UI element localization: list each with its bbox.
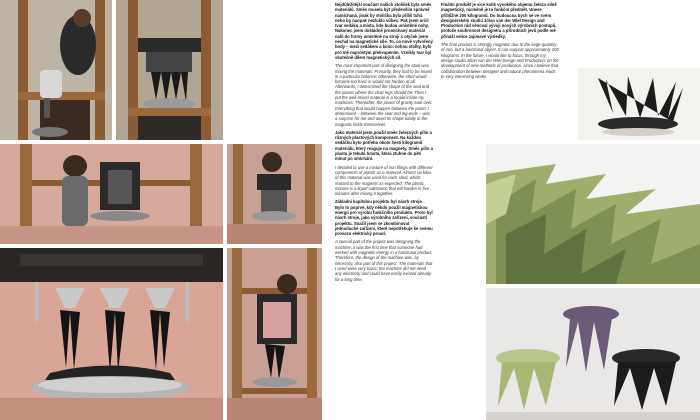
column-1-czech-paragraph-1: Nejdůležitější součást našich stoliček byla směs materiálů. Směs musela být především správně namíchaná, jinak by stolička byla příliš tuhá nebo by naopak nezluklo vůbec. Pak jsem určil tvar sedáku a místa, kde budou umístěné nohy. Nakonec jsem dokládně promíchaný materiál nalil do formy umístěné na stroji s otyček jsem nechal na magnetické síle. To, co nově vytvořený body – mezi sedákem a konci nohou stolky, bylo pro mě naprostým překvapením. Vznikly tvar byl skutečně dílem magnetických sil. [335,2,433,60]
photo-machine-front-image [116,0,223,140]
column-1-english-paragraph-1: The most important part of designing the stool was mixing the materials. Primarily, they had to be mixed in a particular balance; otherwise, the stool would become too hard or would not harden at all. Afterwards, I determined the shape of the seat and the places where the chair legs should be. Then I put the well-mixed material in a mould inside my machines. Thereafter, the power of gravity took over. Everything that would happen between the points I determined – between the seat and leg-ends – was a surprise for me and owed its shape totally to the magnetic fields themselves. [335,63,433,127]
photo-stool-green-closeup-image [486,144,700,284]
column-2-czech-paragraph: Finální produkt je sice kolik vysokého objemu železa silně magnetický, nicméně je to funkční předmět. Unese přibližně 200 kilogramů. Do budoucna bych se ve svém designérském studiu Jólan van der Wiel Design and Production rád věnoval vývoji nových výrobních postupů, protože souhrnnost designéra a přírodních jevů podle mě přináší velice zajímavé výsledky. [441,2,557,39]
photo-pouring-mixture [0,0,112,140]
column-1-czech-paragraph-2: Jako materiál jsem použil směs železných pilin a různých plastových komponent. Na každou sedáčku bylo potřeba okolo šesti kilogramů materiálu, který reaguje na magnety. Směs pilin a plastu je tekutá hmota, která ztuhne do pěti minut po smíchání. [335,129,433,162]
photo-machine-side-image [227,144,322,244]
article-column-1 [335,2,433,418]
column-1-czech-paragraph-3: Základní kapitolou projektu byl návrh stroje. Bylo to poprvé, kdy někdo použil magnetickou energii pro výrobu funkčního produktu. Proto byl návrh stroje, jako výrobního zařízení, součástí projektu. Snažil jsem se zkombinovat jednoduché zařízení, které nepotřebuje ke svému provozu elektrický proud. [335,199,433,237]
photo-stools-group [486,288,700,420]
article-column-2 [441,2,559,142]
photo-stools-group-image [486,288,700,420]
photo-adjusting-machine [227,248,322,420]
photo-designer-machine-image [0,144,223,244]
photo-designer-machine [0,144,223,244]
photo-pouring-image [0,0,112,140]
column-1-english-paragraph-2: I decided to use a mixture of iron filings with different components of plastic as a material. Almost six kilos of this material was used for each stool, which reacted to the magnets as expected. The plastic mixture is a liquid substance that will harden in five minutes after mixing it together. [335,164,433,197]
photo-stool-green-closeup [486,144,700,284]
column-1-english-paragraph-3: A special part of the project was designing the machine, it was the first time that someone had worked with magnetic energy in a functional product. Therefore, the design of the machine was, by necessity, also part of this project. The materials that I used were very basic; the machine did not need any electricity and could have easily existed already for a long time. [335,239,433,282]
photo-machine-front [116,0,223,140]
photo-machine-side [227,144,322,244]
photo-funnels-closeup [0,248,223,420]
photo-adjusting-machine-image [227,248,322,420]
photo-stool-black-small [578,68,700,140]
column-2-english-paragraph: The final product is strongly magnetic due to the large quantity of iron, but a functional object. It can support approximately 200 kilograms. In the future, I would like to focus, through my design studio Jólan van der Wiel Design and Production, on the development of new methods of production, since I believe that collaboration between designer and natural phenomena leads to very interesting works. [441,42,559,79]
photo-stool-black-small-image [578,68,700,140]
photo-funnels-closeup-image [0,248,223,420]
